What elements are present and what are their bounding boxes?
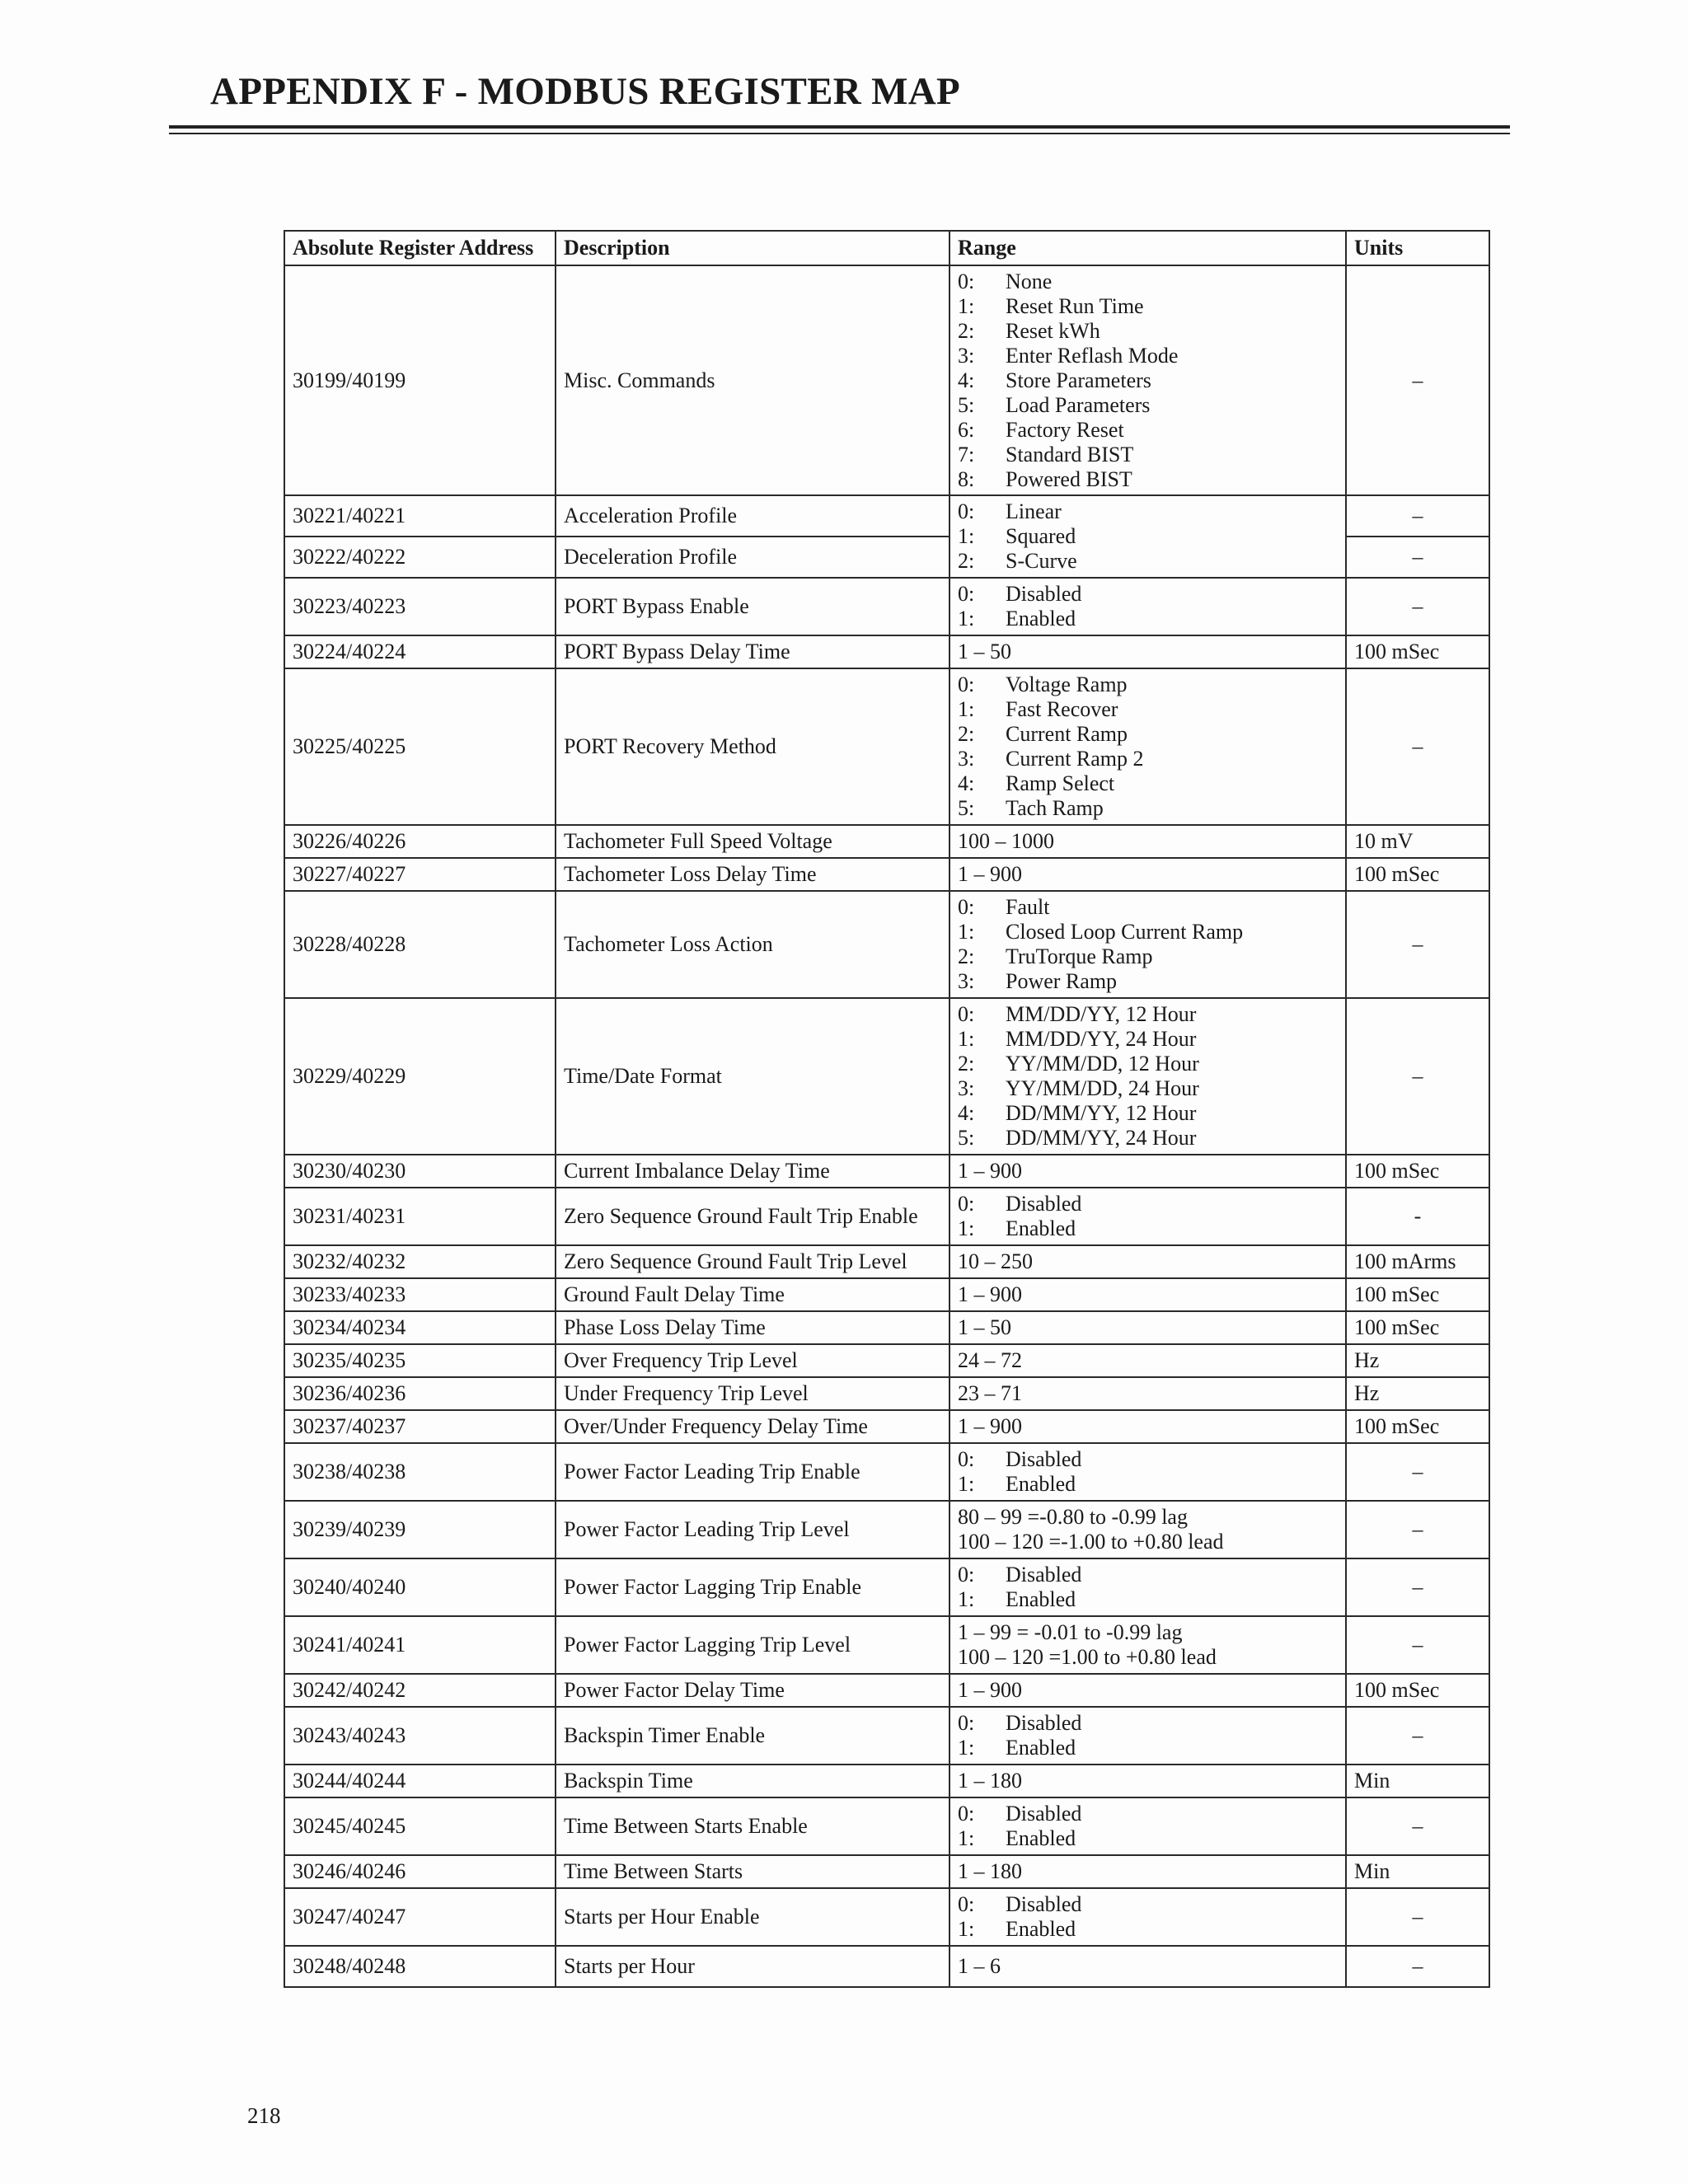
range-option [958, 969, 1338, 994]
range-option-label: Fast Recover [1006, 697, 1118, 721]
range-option-label: Enabled [1006, 607, 1076, 630]
range-option-code: 0: [958, 582, 975, 606]
register-units: – [1346, 1558, 1489, 1616]
table-row [284, 825, 1489, 858]
range-option [958, 697, 1338, 722]
register-address: 30241/40241 [284, 1616, 556, 1674]
range-option [958, 1027, 1338, 1052]
range-option-label: YY/MM/DD, 24 Hour [1006, 1076, 1199, 1100]
register-description: PORT Bypass Enable [556, 578, 950, 635]
range-option-code: 4: [958, 368, 975, 392]
range-option-label: Disabled [1006, 1447, 1082, 1471]
register-units: 100 mSec [1346, 1410, 1489, 1443]
register-units: – [1346, 998, 1489, 1155]
range-option-label: DD/MM/YY, 24 Hour [1006, 1126, 1197, 1150]
range-option [958, 796, 1338, 821]
range-option-label: Disabled [1006, 1711, 1082, 1735]
table-row [284, 891, 1489, 998]
table-body [284, 265, 1489, 1987]
range-option-code: 4: [958, 771, 975, 795]
range-option [958, 1826, 1338, 1851]
range-option [958, 747, 1338, 771]
range-option [958, 582, 1338, 607]
range-option-label: Reset kWh [1006, 318, 1100, 343]
register-description: Power Factor Delay Time [556, 1674, 950, 1707]
range-option-code: 1: [958, 1216, 975, 1240]
table-row [284, 1707, 1489, 1765]
register-description: Time/Date Format [556, 998, 950, 1155]
register-range: 1 – 900 [950, 858, 1346, 891]
register-range: 100 – 1000 [950, 825, 1346, 858]
header-address: Absolute Register Address [284, 231, 556, 265]
table-row [284, 1188, 1489, 1245]
range-option-label: MM/DD/YY, 24 Hour [1006, 1027, 1197, 1051]
register-description: Power Factor Lagging Trip Level [556, 1616, 950, 1674]
page-title: APPENDIX F - MODBUS REGISTER MAP [210, 70, 961, 113]
register-units: – [1346, 1888, 1489, 1946]
range-option-label: Disabled [1006, 1802, 1082, 1825]
range-option [958, 1101, 1338, 1126]
register-address: 30221/40221 [284, 495, 556, 537]
register-address: 30233/40233 [284, 1278, 556, 1311]
modbus-register-table [284, 230, 1490, 1988]
register-address: 30245/40245 [284, 1797, 556, 1855]
range-option [958, 1917, 1338, 1942]
register-description: Deceleration Profile [556, 537, 950, 578]
register-units: 100 mSec [1346, 1278, 1489, 1311]
range-option [958, 319, 1338, 344]
range-option-label: Squared [1006, 524, 1076, 548]
register-description: Misc. Commands [556, 265, 950, 495]
register-address: 30232/40232 [284, 1245, 556, 1278]
range-option-label: Reset Run Time [1006, 293, 1144, 318]
range-option-code: 1: [958, 1736, 975, 1760]
register-range [950, 1888, 1346, 1946]
range-option-code: 2: [958, 549, 975, 573]
range-option [958, 1076, 1338, 1101]
table-row [284, 1888, 1489, 1946]
range-line: 1 – 99 = -0.01 to -0.99 lag [958, 1620, 1183, 1644]
table-row [284, 1501, 1489, 1558]
register-range [950, 578, 1346, 635]
register-address: 30238/40238 [284, 1443, 556, 1501]
header-units: Units [1346, 231, 1489, 265]
register-units: – [1346, 1501, 1489, 1558]
range-option-code: 2: [958, 1052, 975, 1076]
register-description: Time Between Starts Enable [556, 1797, 950, 1855]
register-range: 1 – 50 [950, 1311, 1346, 1344]
register-range [950, 1188, 1346, 1245]
register-units: – [1346, 578, 1489, 635]
table-row [284, 1946, 1489, 1987]
page-number: 218 [247, 2103, 281, 2128]
range-option-code: 6: [958, 417, 975, 442]
register-address: 30224/40224 [284, 635, 556, 668]
range-option-code: 3: [958, 343, 975, 368]
range-option-label: Standard BIST [1006, 442, 1134, 466]
range-option-label: Ramp Select [1006, 771, 1115, 795]
register-units: – [1346, 495, 1489, 537]
register-description: Zero Sequence Ground Fault Trip Level [556, 1245, 950, 1278]
range-option-label: Disabled [1006, 582, 1082, 606]
range-option-code: 1: [958, 293, 975, 318]
register-range: 1 – 900 [950, 1674, 1346, 1707]
range-option-code: 3: [958, 1076, 975, 1100]
register-units: Hz [1346, 1344, 1489, 1377]
range-option [958, 1052, 1338, 1076]
range-option-code: 1: [958, 920, 975, 944]
range-option-label: Linear [1006, 499, 1062, 523]
register-address: 30237/40237 [284, 1410, 556, 1443]
range-option [958, 269, 1338, 294]
register-range: 1 – 900 [950, 1410, 1346, 1443]
range-option [958, 1892, 1338, 1917]
register-units: – [1346, 1946, 1489, 1987]
register-address: 30239/40239 [284, 1501, 556, 1558]
register-units: Min [1346, 1765, 1489, 1797]
range-option-label: Enabled [1006, 1736, 1076, 1760]
register-description: Backspin Timer Enable [556, 1707, 950, 1765]
range-option-code: 2: [958, 944, 975, 968]
register-range: 1 – 180 [950, 1855, 1346, 1888]
register-range: 24 – 72 [950, 1344, 1346, 1377]
range-option [958, 673, 1338, 697]
register-address: 30240/40240 [284, 1558, 556, 1616]
table-row [284, 1245, 1489, 1278]
range-option-label: Enabled [1006, 1472, 1076, 1496]
range-option [958, 607, 1338, 631]
register-address: 30229/40229 [284, 998, 556, 1155]
range-option-label: Enabled [1006, 1917, 1076, 1941]
register-range: 1 – 900 [950, 1278, 1346, 1311]
register-units: 100 mArms [1346, 1245, 1489, 1278]
table-row [284, 1377, 1489, 1410]
table-row [284, 998, 1489, 1155]
range-option [958, 443, 1338, 467]
table-row [284, 495, 1489, 537]
range-option [958, 895, 1338, 920]
table-row [284, 1443, 1489, 1501]
table-row [284, 578, 1489, 635]
range-option-code: 1: [958, 607, 975, 630]
range-option-label: Enabled [1006, 1216, 1076, 1240]
range-option-label: Enabled [1006, 1826, 1076, 1850]
range-option [958, 1736, 1338, 1760]
range-option [958, 1216, 1338, 1241]
register-range [950, 1616, 1346, 1674]
register-range: 1 – 900 [950, 1155, 1346, 1188]
register-description: Time Between Starts [556, 1855, 950, 1888]
register-description: Phase Loss Delay Time [556, 1311, 950, 1344]
table-row [284, 668, 1489, 825]
register-range [950, 891, 1346, 998]
register-range: 10 – 250 [950, 1245, 1346, 1278]
register-description: Zero Sequence Ground Fault Trip Enable [556, 1188, 950, 1245]
range-option-code: 2: [958, 722, 975, 746]
range-option [958, 294, 1338, 319]
register-address: 30222/40222 [284, 537, 556, 578]
range-option-code: 1: [958, 1587, 975, 1611]
register-units: – [1346, 265, 1489, 495]
register-units: – [1346, 891, 1489, 998]
range-option-code: 0: [958, 673, 975, 696]
register-address: 30226/40226 [284, 825, 556, 858]
range-option-code: 1: [958, 1917, 975, 1941]
register-description: Over Frequency Trip Level [556, 1344, 950, 1377]
range-option-label: Fault [1006, 895, 1050, 919]
range-option [958, 467, 1338, 492]
register-description: PORT Recovery Method [556, 668, 950, 825]
register-range: 1 – 180 [950, 1765, 1346, 1797]
register-address: 30247/40247 [284, 1888, 556, 1946]
range-option-label: Current Ramp 2 [1006, 747, 1144, 771]
range-option-label: Current Ramp [1006, 722, 1128, 746]
register-description: Under Frequency Trip Level [556, 1377, 950, 1410]
register-units: – [1346, 1707, 1489, 1765]
range-option-code: 3: [958, 969, 975, 993]
register-description: Current Imbalance Delay Time [556, 1155, 950, 1188]
range-line: 80 – 99 =-0.80 to -0.99 lag [958, 1505, 1188, 1529]
register-range [950, 1707, 1346, 1765]
range-option [958, 1563, 1338, 1587]
register-units: Min [1346, 1855, 1489, 1888]
range-option [958, 1002, 1338, 1027]
register-units: – [1346, 537, 1489, 578]
range-option [958, 499, 1338, 524]
range-option-label: Store Parameters [1006, 368, 1151, 392]
range-option-label: Disabled [1006, 1192, 1082, 1216]
range-option-label: Power Ramp [1006, 969, 1118, 993]
table-row [284, 1558, 1489, 1616]
range-option-label: Tach Ramp [1006, 796, 1104, 820]
range-option [958, 393, 1338, 418]
table-row [284, 1155, 1489, 1188]
range-option [958, 418, 1338, 443]
table-row [284, 1616, 1489, 1674]
register-address: 30227/40227 [284, 858, 556, 891]
register-address: 30223/40223 [284, 578, 556, 635]
range-option-label: Closed Loop Current Ramp [1006, 920, 1244, 944]
range-option-code: 0: [958, 1002, 975, 1026]
register-address: 30246/40246 [284, 1855, 556, 1888]
register-units: – [1346, 1616, 1489, 1674]
register-description: Power Factor Lagging Trip Enable [556, 1558, 950, 1616]
register-description: Starts per Hour [556, 1946, 950, 1987]
range-option-code: 0: [958, 1192, 975, 1216]
header-description: Description [556, 231, 950, 265]
register-units: – [1346, 1797, 1489, 1855]
table-row [284, 1311, 1489, 1344]
table-row [284, 635, 1489, 668]
register-description: Power Factor Leading Trip Level [556, 1501, 950, 1558]
range-option-code: 5: [958, 1126, 975, 1150]
register-range: 1 – 50 [950, 635, 1346, 668]
range-option [958, 549, 1338, 574]
range-option-code: 0: [958, 1447, 975, 1471]
register-units: 100 mSec [1346, 1674, 1489, 1707]
range-option [958, 771, 1338, 796]
title-rule-thin [169, 133, 1510, 134]
range-option-code: 0: [958, 1802, 975, 1825]
range-option-label: Disabled [1006, 1892, 1082, 1916]
register-units: - [1346, 1188, 1489, 1245]
range-option [958, 1126, 1338, 1151]
range-option-label: YY/MM/DD, 12 Hour [1006, 1052, 1199, 1076]
table-row [284, 1765, 1489, 1797]
register-description: Ground Fault Delay Time [556, 1278, 950, 1311]
range-option-label: Load Parameters [1006, 392, 1151, 417]
register-range [950, 668, 1346, 825]
register-range [950, 1797, 1346, 1855]
register-description: Starts per Hour Enable [556, 1888, 950, 1946]
range-option-code: 0: [958, 269, 975, 293]
range-option [958, 1447, 1338, 1472]
range-option-code: 1: [958, 1027, 975, 1051]
table-row [284, 1797, 1489, 1855]
register-address: 30225/40225 [284, 668, 556, 825]
table-row [284, 265, 1489, 495]
range-option-label: S-Curve [1006, 549, 1077, 573]
register-address: 30243/40243 [284, 1707, 556, 1765]
range-option-label: Enabled [1006, 1587, 1076, 1611]
register-units: 100 mSec [1346, 1311, 1489, 1344]
table-row [284, 1410, 1489, 1443]
register-description: Backspin Time [556, 1765, 950, 1797]
register-range: 23 – 71 [950, 1377, 1346, 1410]
register-units: – [1346, 668, 1489, 825]
register-address: 30248/40248 [284, 1946, 556, 1987]
range-option-code: 2: [958, 318, 975, 343]
header-range: Range [950, 231, 1346, 265]
range-option-code: 3: [958, 747, 975, 771]
range-option-code: 1: [958, 1826, 975, 1850]
range-option-code: 5: [958, 392, 975, 417]
range-option [958, 1711, 1338, 1736]
register-description: Tachometer Loss Delay Time [556, 858, 950, 891]
range-option [958, 1472, 1338, 1497]
register-address: 30231/40231 [284, 1188, 556, 1245]
register-units: 10 mV [1346, 825, 1489, 858]
title-rule-thick [169, 125, 1510, 129]
range-option [958, 944, 1338, 969]
table-row [284, 858, 1489, 891]
register-address: 30228/40228 [284, 891, 556, 998]
range-option-label: None [1006, 269, 1053, 293]
range-option-code: 4: [958, 1101, 975, 1125]
range-option [958, 1802, 1338, 1826]
range-option [958, 1587, 1338, 1612]
table-row [284, 1674, 1489, 1707]
range-option [958, 920, 1338, 944]
register-address: 30242/40242 [284, 1674, 556, 1707]
register-address: 30230/40230 [284, 1155, 556, 1188]
register-range [950, 998, 1346, 1155]
range-option-label: Disabled [1006, 1563, 1082, 1586]
register-units: Hz [1346, 1377, 1489, 1410]
register-address: 30234/40234 [284, 1311, 556, 1344]
register-address: 30235/40235 [284, 1344, 556, 1377]
range-option [958, 722, 1338, 747]
range-option [958, 1192, 1338, 1216]
register-range [950, 1443, 1346, 1501]
range-option-code: 1: [958, 697, 975, 721]
table-row [284, 1855, 1489, 1888]
register-description: Power Factor Leading Trip Enable [556, 1443, 950, 1501]
register-range [950, 265, 1346, 495]
register-range: 1 – 6 [950, 1946, 1346, 1987]
register-range [950, 495, 1346, 578]
range-option-code: 0: [958, 1711, 975, 1735]
range-option-code: 1: [958, 524, 975, 548]
register-units: 100 mSec [1346, 635, 1489, 668]
range-option [958, 524, 1338, 549]
register-units: – [1346, 1443, 1489, 1501]
range-option [958, 344, 1338, 368]
range-option-label: DD/MM/YY, 12 Hour [1006, 1101, 1197, 1125]
range-option-label: Powered BIST [1006, 466, 1132, 491]
range-option-code: 0: [958, 895, 975, 919]
range-option-label: MM/DD/YY, 12 Hour [1006, 1002, 1197, 1026]
register-description: Tachometer Loss Action [556, 891, 950, 998]
range-option [958, 368, 1338, 393]
table-row [284, 1344, 1489, 1377]
register-address: 30236/40236 [284, 1377, 556, 1410]
range-option-code: 0: [958, 1892, 975, 1916]
register-description: Acceleration Profile [556, 495, 950, 537]
table-header-row [284, 231, 1489, 265]
register-address: 30244/40244 [284, 1765, 556, 1797]
range-option-label: TruTorque Ramp [1006, 944, 1153, 968]
register-description: Over/Under Frequency Delay Time [556, 1410, 950, 1443]
range-option-label: Voltage Ramp [1006, 673, 1128, 696]
range-option-code: 5: [958, 796, 975, 820]
register-address: 30199/40199 [284, 265, 556, 495]
register-description: Tachometer Full Speed Voltage [556, 825, 950, 858]
range-line: 100 – 120 =-1.00 to +0.80 lead [958, 1530, 1224, 1554]
register-units: 100 mSec [1346, 1155, 1489, 1188]
range-option-label: Enter Reflash Mode [1006, 343, 1179, 368]
register-range [950, 1501, 1346, 1558]
range-option-code: 1: [958, 1472, 975, 1496]
table-row [284, 1278, 1489, 1311]
range-option-code: 0: [958, 499, 975, 523]
range-option-label: Factory Reset [1006, 417, 1124, 442]
register-description: PORT Bypass Delay Time [556, 635, 950, 668]
register-range [950, 1558, 1346, 1616]
range-line: 100 – 120 =1.00 to +0.80 lead [958, 1645, 1217, 1669]
register-units: 100 mSec [1346, 858, 1489, 891]
range-option-code: 0: [958, 1563, 975, 1586]
range-option-code: 7: [958, 442, 975, 466]
range-option-code: 8: [958, 466, 975, 491]
